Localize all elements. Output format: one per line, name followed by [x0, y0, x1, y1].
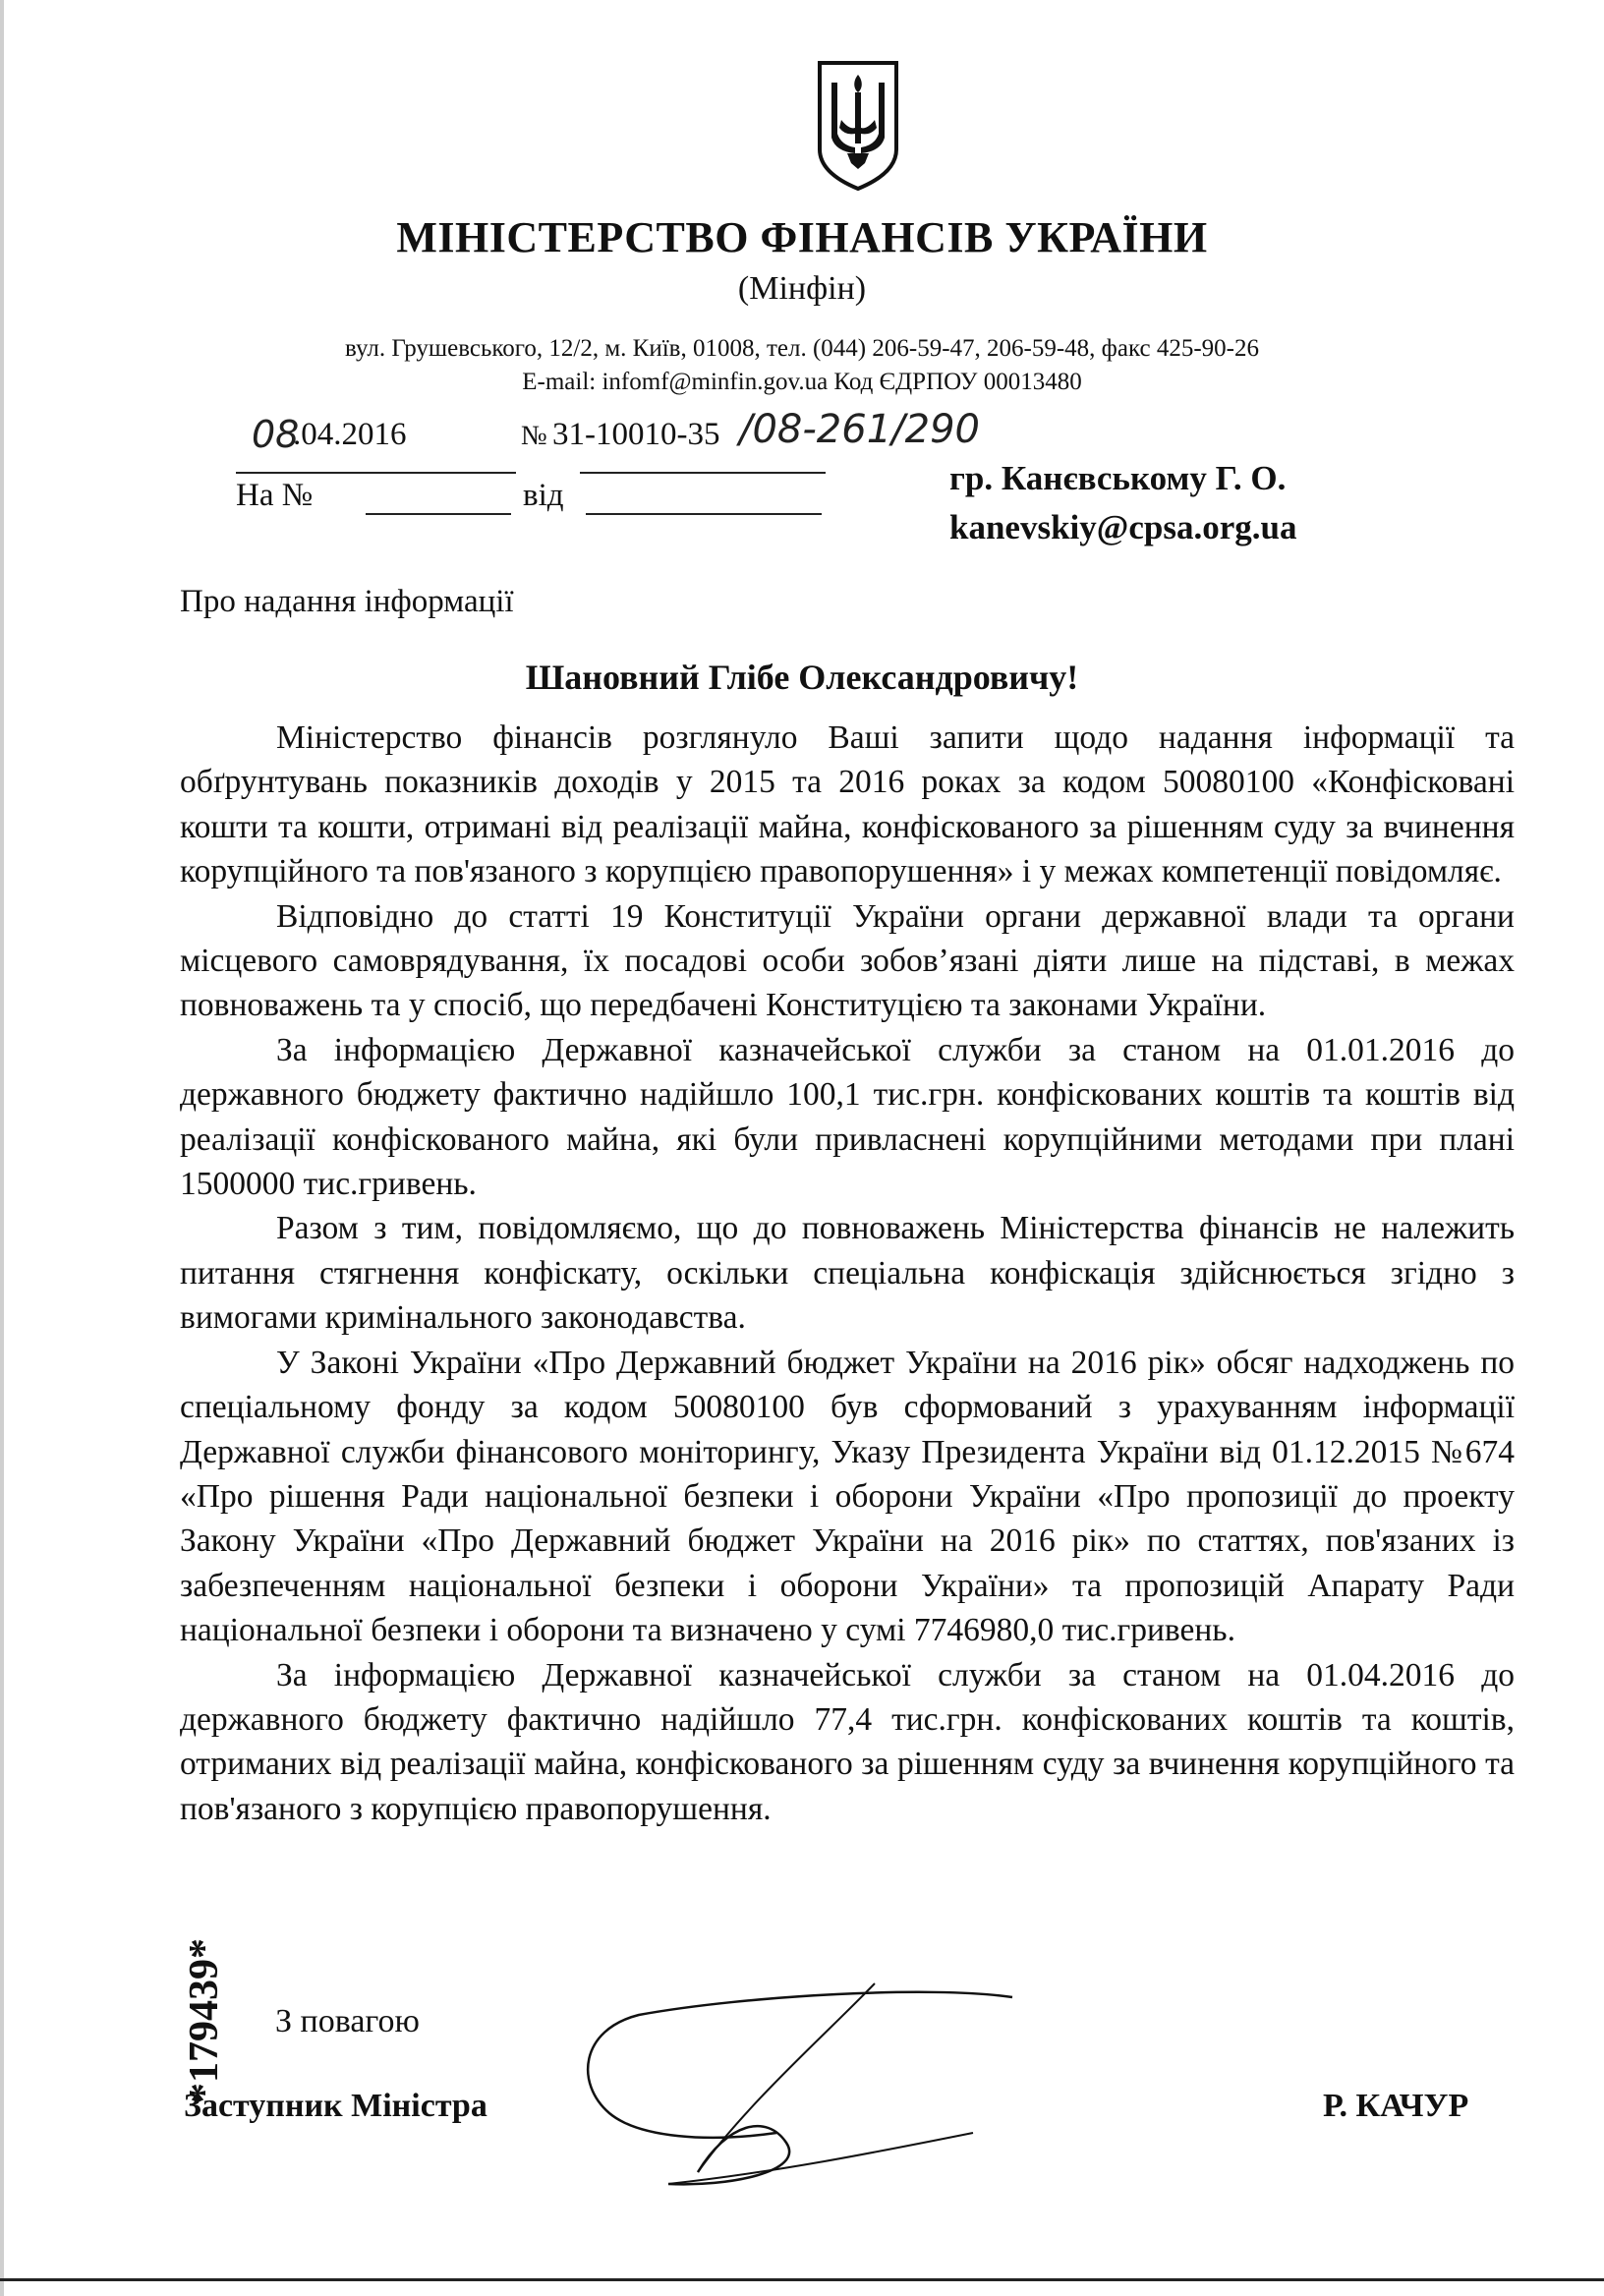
reference-label: На № — [236, 478, 314, 513]
recipient-block — [949, 454, 1296, 552]
ministry-title: МІНІСТЕРСТВО ФІНАНСІВ УКРАЇНИ — [396, 213, 1208, 261]
body-paragraph: Міністерство фінансів розглянуло Ваші запити щодо надання інформації та обґрунтувань показників доходів у 2015 та 2016 роках за кодом 50080100 «Конфісковані кошти та кошти, отримані від реалізації майна, конфіскованого за рішенням суду за вчинення корупційного та пов'язаного з корупцією правопорушення» і у межах компетенції повідомляє. — [180, 719, 1515, 890]
from-underline — [586, 513, 822, 515]
body-paragraph: За інформацією Державної казначейської служби за станом на 01.04.2016 до державного бюджету фактично надійшло 77,4 тис.грн. конфіскованих коштів та коштів, отриманих від реалізації майна, конфіскованого за рішенням суду за вчинення корупційного та пов'язаного з корупцією правопорушення. — [180, 1656, 1515, 1827]
signer-position: Заступник Міністра — [184, 2088, 487, 2124]
signature-icon — [580, 1976, 1022, 2211]
from-label: від — [523, 478, 564, 513]
ministry-short-name: (Мінфін) — [737, 270, 867, 307]
outgoing-number: 31-10010-35 — [552, 417, 720, 452]
recipient-name: гр. Канєвському Г. О. — [949, 459, 1287, 497]
number-underline — [580, 472, 826, 474]
address-line: вул. Грушевського, 12/2, м. Київ, 01008, тел. (044) 206-59-47, 206-59-48, факс 425-90-26 — [345, 335, 1259, 362]
signer-name: Р. КАЧУР — [1323, 2088, 1469, 2124]
body-paragraph: У Законі України «Про Державний бюджет України на 2016 рік» обсяг надходжень по спеціальному фонду за кодом 50080100 був сформований з урахуванням інформації Державної служби фінансового моніторингу, Указу Президента України від 01.12.2015 №674 «Про рішення Ради національної безпеки і оборони України «Про пропозиції до проекту Закону України «Про Державний бюджет України на 2016 рік» по статтях, пов'язаних із забезпеченням національної безпеки і оборони України» та пропозицій Апарату Ради національної безпеки і оборони та визначено у сумі 7746980,0 тис.гривень. — [180, 1344, 1515, 1649]
reference-underline — [366, 513, 511, 515]
email-line: E-mail: infomf@minfin.gov.ua Код ЄДРПОУ 00013480 — [522, 369, 1082, 395]
registration-stamp-number: *179439* — [182, 1938, 227, 2103]
trident-emblem-icon — [812, 59, 904, 193]
body-paragraph: Разом з тим, повідомляємо, що до повноважень Міністерства фінансів не належить питання стягнення конфіскату, оскільки спеціальна конфіскація здійснюється згідно з вимогами кримінального законодавства. — [180, 1210, 1515, 1337]
recipient-email: kanevskiy@cpsa.org.ua — [949, 508, 1297, 546]
handwritten-date-day: 08 — [252, 413, 300, 456]
body-paragraph: За інформацією Державної казначейської служби за станом на 01.01.2016 до державного бюджету фактично надійшло 100,1 тис.грн. конфіскованих коштів та коштів від реалізації конфіскованого майна, які були привласнені корупційними методами при плані 1500000 тис.гривень. — [180, 1031, 1515, 1203]
scan-bottom-edge — [0, 2278, 1604, 2281]
greeting: Шановний Глібе Олександровичу! — [525, 658, 1079, 697]
letter-subject: Про надання інформації — [180, 584, 514, 619]
letter-body — [180, 716, 1515, 1831]
printed-date: .04.2016 — [293, 417, 407, 452]
date-underline — [236, 472, 516, 474]
handwritten-number: /08-261/290 — [739, 407, 980, 452]
number-label: № — [521, 421, 547, 451]
ministry-address — [0, 332, 1604, 399]
closing-regards: З повагою — [275, 2003, 420, 2039]
body-paragraph: Відповідно до статті 19 Конституції України органи державної влади та органи місцевого самоврядування, їх посадові особи зобов’язані діяти лише на підставі, в межах повноважень та у спосіб, що передбачені Конституцією та законами України. — [180, 897, 1515, 1024]
